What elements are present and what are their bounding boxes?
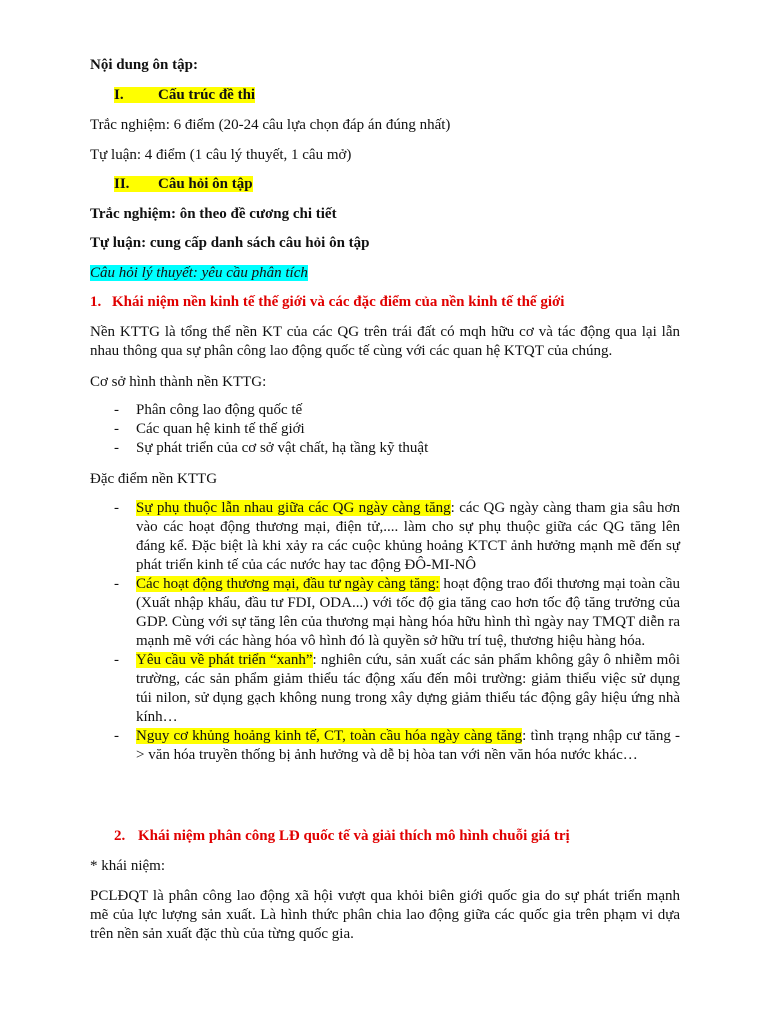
feature-body: : các QG ngày càng tham gia sâu hơn vào các hoạt động thương mại, điện tử,.... làm cho sự phụ thuộc giữa các QG tăng lên đáng kể. Đặc biệt là khi xảy ra các cuộc khủng hoảng KTCT ảnh hưởng mạnh mẽ đến sự phát triển kinh tế của các nước hay tac động ĐÔ-MI-NÔ: [136, 500, 680, 573]
list-item: [90, 499, 680, 575]
feature-highlight: Yêu cầu về phát triển “xanh”: [136, 652, 313, 668]
list-item: - Phân công lao động quốc tế: [90, 401, 680, 420]
section-1-heading: [114, 86, 704, 105]
question-2-text: Khái niệm phân công LĐ quốc tế và giải thích mô hình chuỗi giá trị: [138, 828, 570, 844]
concept-label: * khái niệm:: [90, 858, 165, 874]
section-2-number: II.: [114, 176, 130, 192]
question-1-text: Khái niệm nền kinh tế thế giới và các đặc điểm của nền kinh tế thế giới: [112, 294, 565, 310]
question-2-heading: [114, 827, 680, 846]
multiple-choice-line: Trắc nghiệm: 6 điểm (20-24 câu lựa chọn đáp án đúng nhất): [90, 117, 451, 133]
list-item: - Sự phát triển của cơ sở vật chất, hạ tầng kỹ thuật: [90, 439, 680, 458]
feature-highlight: Sự phụ thuộc lẫn nhau giữa các QG ngày càng tăng: [136, 500, 451, 516]
list-item: [90, 727, 680, 765]
feature-highlight: Các hoạt động thương mại, đầu tư ngày càng tăng:: [136, 576, 440, 592]
question-1-heading: [90, 293, 680, 312]
essay-review: Tự luận: cung cấp danh sách câu hỏi ôn tập: [90, 235, 370, 251]
section-1-number: I.: [114, 87, 124, 103]
doc-title: Nội dung ôn tập:: [90, 57, 198, 73]
paragraph-2: PCLĐQT là phân công lao động xã hội vượt qua khỏi biên giới quốc gia do sự phát triển mạnh mẽ của lực lượng sản xuất. Là hình thức phân chia lao động giữa các quốc gia trên phạm vi dựa trên nền sản xuất đặc thù của từng quốc gia.: [90, 888, 680, 942]
paragraph-1: Nền KTTG là tổng thể nền KT của các QG trên trái đất có mqh hữu cơ và tác động qua lại lẫn nhau thông qua sự phân công lao động quốc tế cùng với các quan hệ KTQT của chúng.: [90, 324, 680, 359]
essay-line: Tự luận: 4 điểm (1 câu lý thuyết, 1 câu mở): [90, 147, 352, 163]
theory-note-text: Câu hỏi lý thuyết: yêu cầu phân tích: [90, 265, 308, 281]
multiple-choice-review: Trắc nghiệm: ôn theo đề cương chi tiết: [90, 206, 337, 222]
list-item: [90, 651, 680, 727]
base-title: Cơ sở hình thành nền KTTG:: [90, 374, 267, 390]
feature-highlight: Nguy cơ khủng hoảng kinh tế, CT, toàn cầu hóa ngày càng tăng: [136, 728, 523, 744]
features-list: [90, 499, 680, 765]
list-item: - Các quan hệ kinh tế thế giới: [90, 420, 680, 439]
question-1-number: 1.: [90, 294, 102, 310]
question-2-number: 2.: [114, 828, 126, 844]
theory-note: [90, 264, 680, 283]
feature-body: : tình trạng nhập cư tăng -> văn hóa truyền thống bị ảnh hưởng và dễ bị hòa tan với nền văn hóa nước khác…: [136, 728, 680, 763]
section-2-heading: [114, 175, 704, 194]
feature-body: hoạt động trao đổi thương mại toàn cầu (Xuất nhập khẩu, đầu tư FDI, ODA...) với tốc độ gia tăng cao hơn tốc độ tăng trưởng của GDP. Cùng với sự tăng lên của thương mại hàng hóa hữu hình thì ngày nay TMQT diễn ra mạnh mẽ với các hàng hóa vô hình đó là quyền sở hữu trí tuệ, thương hiệu hàng hóa.: [136, 576, 680, 649]
section-2-label: Câu hỏi ôn tập: [158, 176, 253, 192]
feature-body: : nghiên cứu, sản xuất các sản phẩm không gây ô nhiễm môi trường, các sản phẩm giảm thiểu tác động xấu đến môi trường: giảm thiểu việc sử dụng túi nilon, sử dụng gạch không nung trong xây dựng giảm thiểu tác động gây hiệu ứng nhà kính…: [136, 652, 681, 725]
base-list: [90, 401, 680, 458]
list-item: [90, 575, 680, 651]
section-1-label: Cấu trúc đề thi: [158, 87, 256, 103]
features-title: Đặc điểm nền KTTG: [90, 471, 218, 487]
